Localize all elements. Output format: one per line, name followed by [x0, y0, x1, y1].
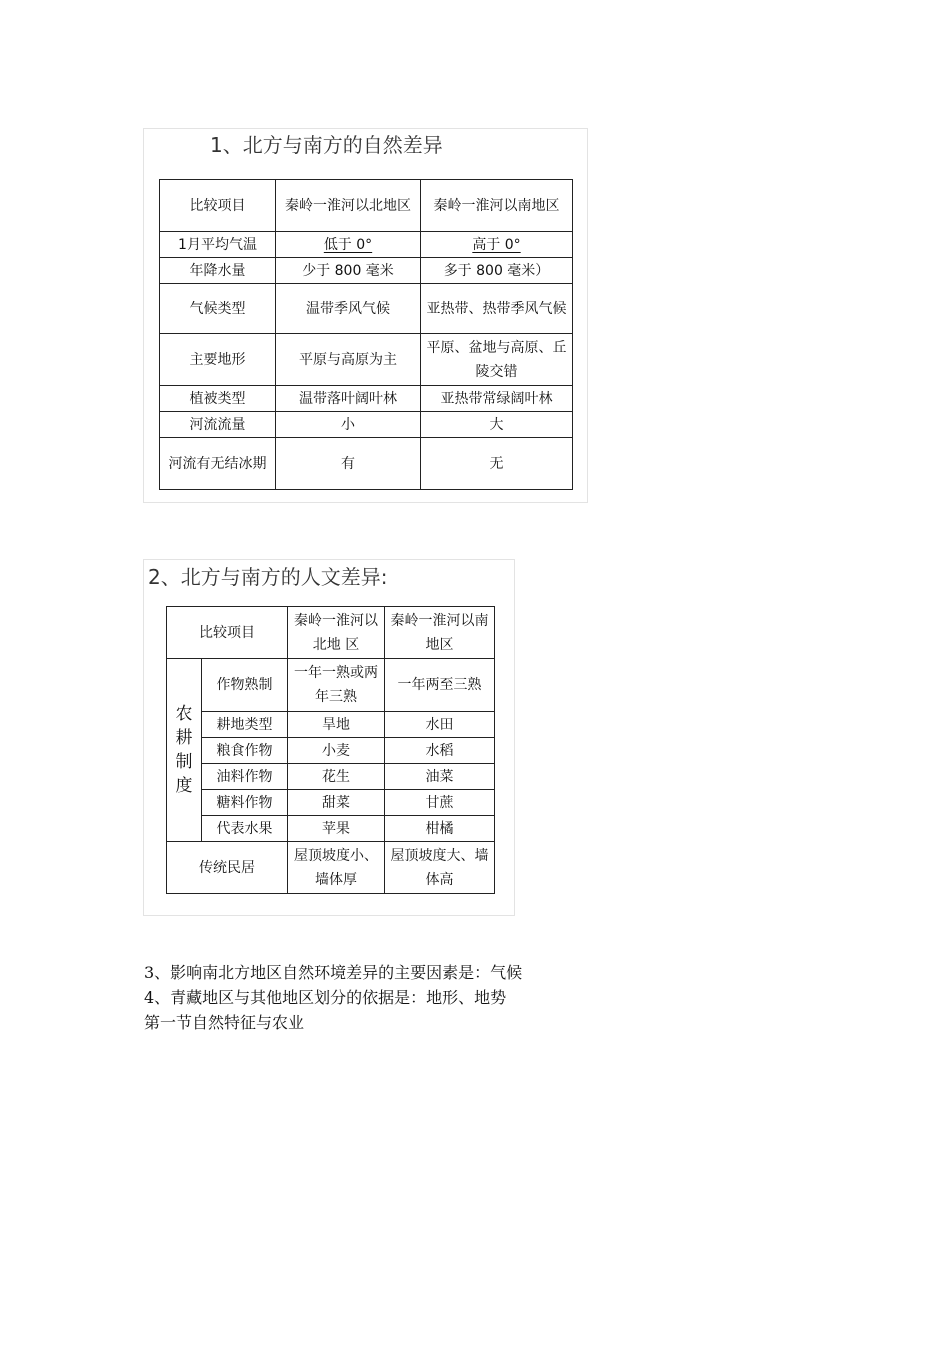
north-cell: 旱地	[288, 712, 385, 738]
north-cell: 花生	[288, 764, 385, 790]
header-cell: 秦岭一淮河以北地区	[276, 180, 421, 232]
table-row	[167, 712, 495, 738]
header-cell: 比较项目	[167, 607, 288, 659]
row-label: 植被类型	[160, 386, 276, 412]
row-label: 作物熟制	[202, 659, 288, 712]
south-cell: 屋顶坡度大、墙体高	[385, 842, 495, 894]
south-cell: 平原、盆地与高原、丘陵交错	[421, 334, 573, 386]
row-label: 油料作物	[202, 764, 288, 790]
north-cell: 低于 0°	[276, 232, 421, 258]
north-cell: 苹果	[288, 816, 385, 842]
row-label: 河流有无结冰期	[160, 438, 276, 490]
south-cell: 水稻	[385, 738, 495, 764]
north-cell: 屋顶坡度小、墙体厚	[288, 842, 385, 894]
table-header-row	[160, 180, 573, 232]
south-cell: 亚热带、热带季风气候	[421, 284, 573, 334]
row-label: 传统民居	[167, 842, 288, 894]
table-row	[167, 816, 495, 842]
south-cell: 水田	[385, 712, 495, 738]
table-row	[160, 386, 573, 412]
south-cell: 多于 800 毫米）	[421, 258, 573, 284]
table-row	[160, 438, 573, 490]
north-cell: 小麦	[288, 738, 385, 764]
header-cell: 秦岭一淮河以南地区	[421, 180, 573, 232]
text-line: 3、影响南北方地区自然环境差异的主要因素是：气候	[144, 963, 523, 982]
south-cell: 无	[421, 438, 573, 490]
natural-differences-table	[159, 179, 573, 490]
farming-system-group-label: 农耕制度	[167, 659, 202, 842]
table-row	[167, 659, 495, 712]
cultural-differences-figure	[143, 559, 515, 916]
header-cell: 秦岭一淮河以北地 区	[288, 607, 385, 659]
section-heading: 第一节自然特征与农业	[144, 1013, 305, 1032]
table-row	[167, 738, 495, 764]
south-cell: 亚热带常绿阔叶林	[421, 386, 573, 412]
north-cell: 少于 800 毫米	[276, 258, 421, 284]
north-cell: 甜菜	[288, 790, 385, 816]
row-label: 主要地形	[160, 334, 276, 386]
table-row	[167, 842, 495, 894]
row-label: 1月平均气温	[160, 232, 276, 258]
header-cell: 比较项目	[160, 180, 276, 232]
north-cell: 小	[276, 412, 421, 438]
table-header-row	[167, 607, 495, 659]
table1-title: 1、北方与南方的自然差异	[210, 133, 443, 157]
table-row	[160, 412, 573, 438]
row-label: 河流流量	[160, 412, 276, 438]
south-cell: 一年两至三熟	[385, 659, 495, 712]
row-label: 粮食作物	[202, 738, 288, 764]
north-cell: 温带季风气候	[276, 284, 421, 334]
south-cell: 油菜	[385, 764, 495, 790]
south-cell: 甘蔗	[385, 790, 495, 816]
north-cell: 有	[276, 438, 421, 490]
north-cell: 温带落叶阔叶林	[276, 386, 421, 412]
natural-differences-figure	[143, 128, 588, 503]
cultural-differences-table	[166, 606, 495, 894]
body-text	[144, 960, 522, 1035]
table-row	[160, 284, 573, 334]
south-cell: 高于 0°	[421, 232, 573, 258]
table-row	[167, 764, 495, 790]
north-cell: 一年一熟或两年三熟	[288, 659, 385, 712]
row-label: 耕地类型	[202, 712, 288, 738]
row-label: 气候类型	[160, 284, 276, 334]
row-label: 糖料作物	[202, 790, 288, 816]
table-row	[160, 232, 573, 258]
south-cell: 大	[421, 412, 573, 438]
table-row	[167, 790, 495, 816]
row-label: 代表水果	[202, 816, 288, 842]
table2-title: 2、北方与南方的人文差异:	[148, 565, 388, 589]
north-cell: 平原与高原为主	[276, 334, 421, 386]
text-line: 4、青藏地区与其他地区划分的依据是：地形、地势	[144, 988, 507, 1007]
row-label: 年降水量	[160, 258, 276, 284]
header-cell: 秦岭一淮河以南地区	[385, 607, 495, 659]
table-row	[160, 258, 573, 284]
south-cell: 柑橘	[385, 816, 495, 842]
table-row	[160, 334, 573, 386]
